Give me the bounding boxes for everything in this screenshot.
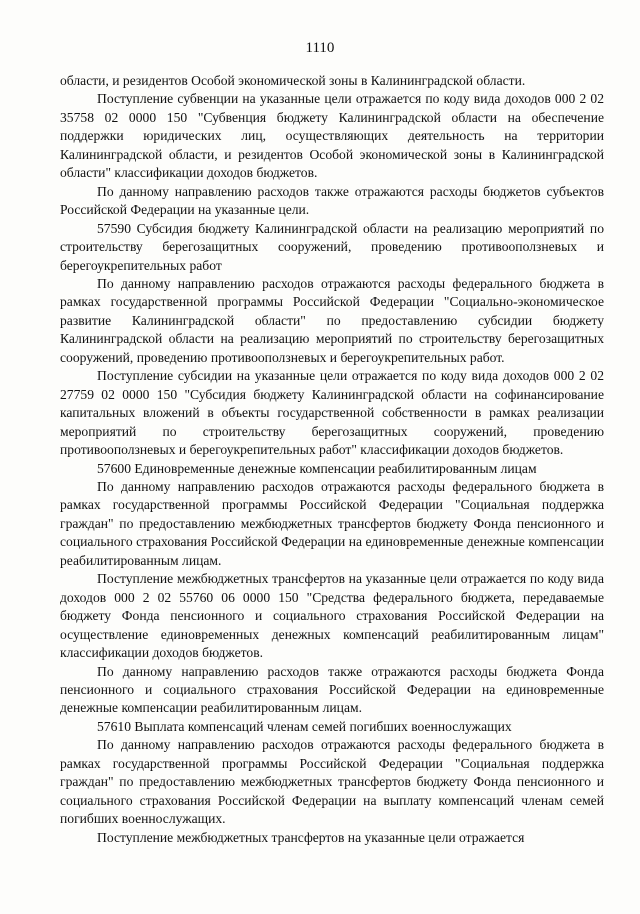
page-number: 1110: [305, 40, 335, 56]
paragraph-5: По данному направлению расходов отражаются расходы федерального бюджета в рамках государственной программы Российской Федерации "Социально-экономическое развитие Калининградской области" по предоставлению субсидии бюджету Калининградской области на реализацию мероприятий по строительству берегозащитных сооружений, проведению противооползневых и берегоукрепительных работ.: [60, 275, 604, 365]
paragraph-12: По данному направлению расходов отражаются расходы федерального бюджета в рамках государственной программы Российской Федерации "Социальная поддержка граждан" по предоставлению межбюджетных трансфертов бюджету Фонда пенсионного и социального страхования Российской Федерации на выплату компенсаций членам семей погибших военнослужащих.: [60, 737, 604, 827]
document-body: [60, 72, 604, 847]
section-heading-57600: 57600 Единовременные денежные компенсации реабилитированным лицам: [97, 460, 537, 476]
paragraph-1: области, и резидентов Особой экономической зоны в Калининградской области.: [60, 73, 526, 88]
paragraph-8: По данному направлению расходов отражаются расходы федерального бюджета в рамках государственной программы Российской Федерации "Социальная поддержка граждан" по предоставлению межбюджетных трансфертов бюджету Фонда пенсионного и социального страхования Российской Федерации на единовременные денежные компенсации реабилитированным лицам.: [60, 478, 604, 568]
paragraph-10: По данному направлению расходов также отражаются расходы бюджета Фонда пенсионного и социального страхования Российской Федерации на единовременные денежные компенсации реабилитированным лицам.: [60, 663, 604, 716]
section-heading-57590: 57590 Субсидия бюджету Калининградской области на реализацию мероприятий по строительству берегозащитных сооружений, проведению противооползневых и берегоукрепительных работ: [60, 220, 604, 273]
paragraph-3: По данному направлению расходов также отражаются расходы бюджетов субъектов Российской Федерации на указанные цели.: [60, 183, 604, 218]
paragraph-13: Поступление межбюджетных трансфертов на указанные цели отражается: [97, 829, 525, 845]
paragraph-6: Поступление субсидии на указанные цели отражается по коду вида доходов 000 2 02 27759 02 0000 150 "Субсидия бюджету Калининградской области на софинансирование капитальных вложений в объекты государственной собственности в рамках реализации мероприятий по строительству берегозащитных сооружений, проведению противооползневых и берегоукрепительных работ" классификации доходов бюджетов.: [60, 368, 604, 458]
section-heading-57610: 57610 Выплата компенсаций членам семей погибших военнослужащих: [97, 718, 512, 734]
paragraph-2: Поступление субвенции на указанные цели отражается по коду вида доходов 000 2 02 35758 02 0000 150 "Субвенция бюджету Калининградской области на обеспечение поддержки юридических лиц, осуществляющих деятельность на территории Калининградской области, и резидентов Особой экономической зоны в Калининградской области" классификации доходов бюджетов.: [60, 91, 604, 181]
paragraph-9: Поступление межбюджетных трансфертов на указанные цели отражается по коду вида доходов 000 2 02 55760 06 0000 150 "Средства федерального бюджета, передаваемые бюджету Фонда пенсионного и социального страхования Российской Федерации на осуществление единовременных денежных компенсаций реабилитированным лицам" классификации доходов бюджетов.: [60, 571, 604, 661]
